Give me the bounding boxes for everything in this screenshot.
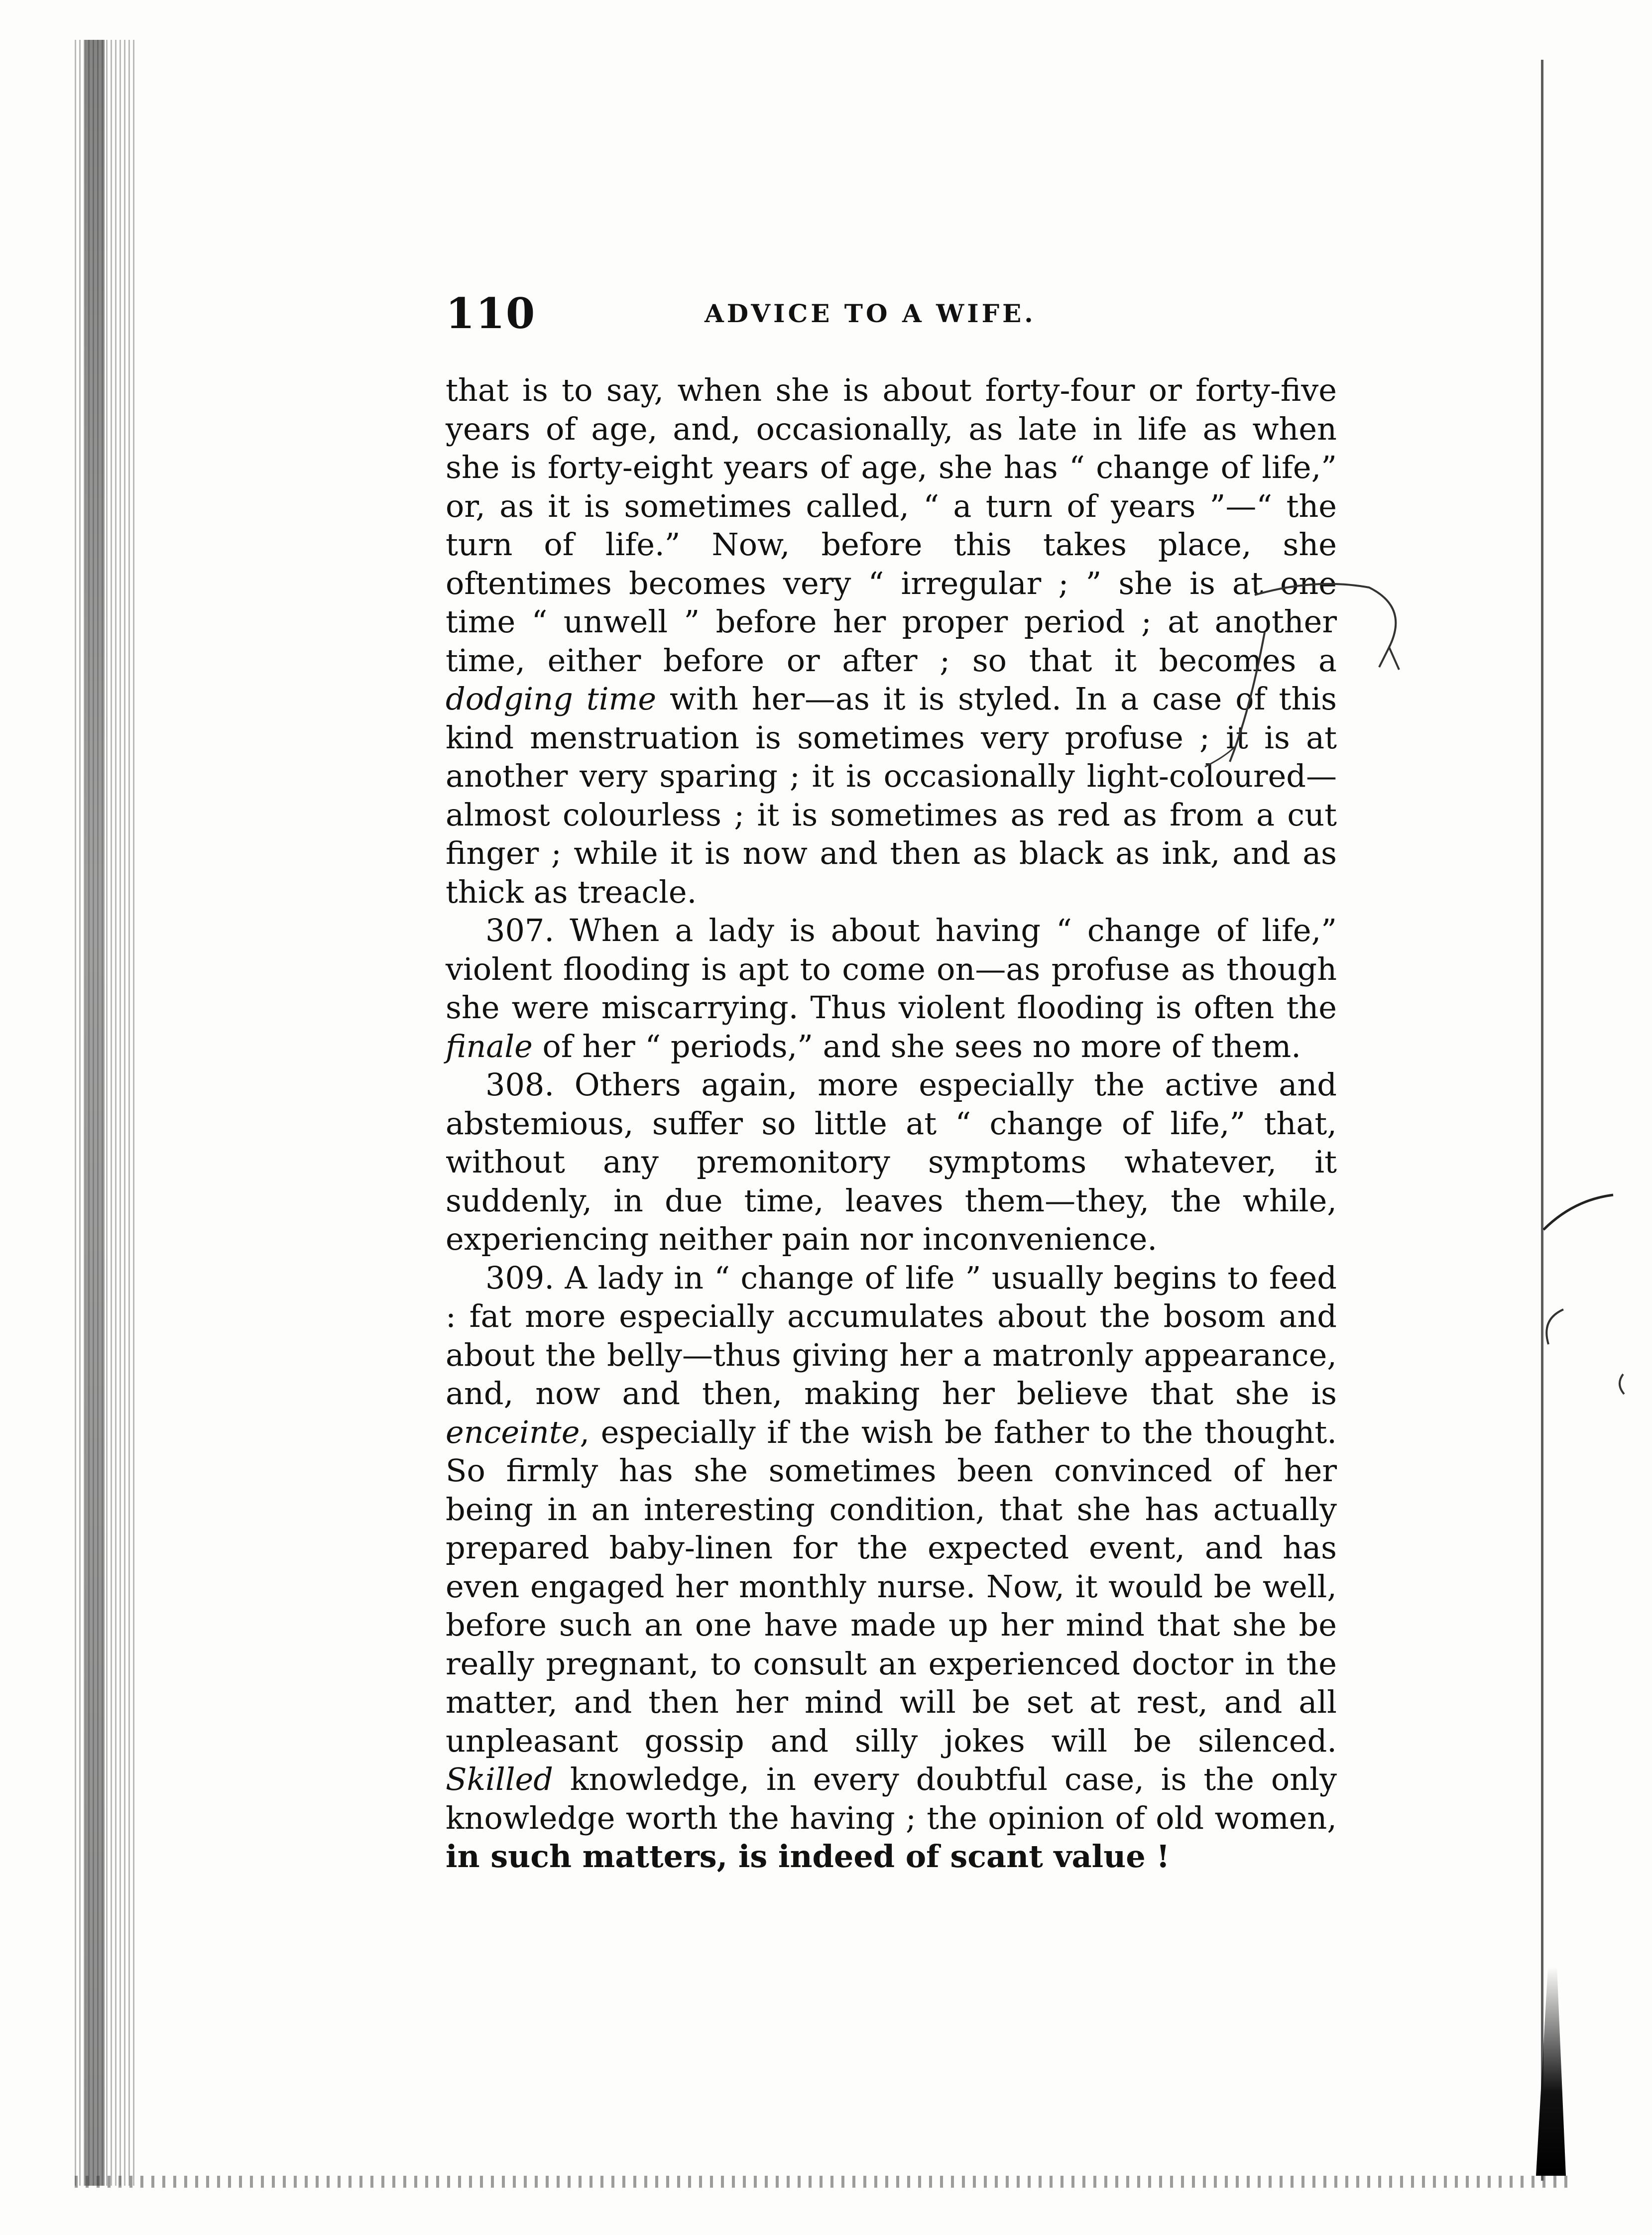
text-run: 307. When a lady is about having “ change of life,” violent flooding is apt to come on—as profuse as though she were miscarrying. Thus violent flooding is often the: [446, 912, 1337, 1026]
margin-curve-mark: [1543, 1195, 1613, 1230]
margin-bracket-mark: [1546, 1309, 1563, 1344]
paragraph-continuation: [446, 371, 1337, 911]
italic-run: dodging time: [446, 681, 657, 717]
page-binding-edge: [75, 40, 134, 2186]
page-binding-shadow: [85, 40, 105, 2186]
text-run: 308. Others again, more especially the active and abstemious, suffer so little at “ change of life,” that, without any premonitory symptoms whatever, it suddenly, in due time, leaves them—they, the while, experiencing neither pain nor inconvenience.: [446, 1066, 1337, 1257]
page-header: [446, 289, 1337, 349]
running-head: ADVICE TO A WIFE.: [705, 299, 1036, 328]
text-run: knowledge, in every doubtful case, is the only knowledge worth the having ; the opinion of old women,: [446, 1761, 1337, 1836]
text-run: 309. A lady in “ change of life ” usually begins to feed : fat more especially accumulates about the bosom and about the belly—thus giving her a matronly appearance, and, now and then, making her believe that she is: [446, 1259, 1337, 1412]
text-run: of her “ periods,” and she sees no more of them.: [532, 1028, 1301, 1064]
adjacent-page-edge: [1541, 60, 1543, 2181]
margin-tick-mark: [1620, 1374, 1624, 1394]
adjacent-page-shadow: [1536, 1967, 1566, 2176]
pencil-caret-mark: [1379, 647, 1399, 670]
paragraph-309: [446, 1259, 1337, 1876]
page-bottom-edge: [75, 2176, 1568, 2188]
italic-run: finale: [446, 1028, 533, 1064]
text-run: , especially if the wish be father to the thought. So firmly has she sometimes been convinced of her being in an interesting condition, that she has actually prepared baby-linen for the expected event, and has even engaged her monthly nurse. Now, it would be well, before such an one have made up her mind that she be really pregnant, to consult an experienced doctor in the matter, and then her mind will be set at rest, and all unpleasant gossip and silly jokes will be silenced.: [446, 1413, 1337, 1759]
paragraph-308: [446, 1065, 1337, 1259]
bold-run: in such matters, is indeed of scant value !: [446, 1838, 1170, 1875]
page-number: 110: [446, 289, 536, 338]
italic-run: Skilled: [446, 1761, 553, 1797]
paragraph-307: [446, 911, 1337, 1065]
body-text: [446, 371, 1337, 1876]
text-run: that is to say, when she is about forty-four or forty-five years of age, and, occasionally, as late in life as when she is forty-eight years of age, she has “ change of life,” or, as it is sometimes called, “ a turn of years ”—“ the turn of life.” Now, before this takes place, she oftentimes becomes very “ irregular ; ” she is at one time “ unwell ” before her proper period ; at another time, either before or after ; so that it becomes a: [446, 372, 1337, 679]
italic-run: enceinte: [446, 1413, 580, 1450]
text-run: with her—as it is styled. In a case of this kind menstruation is sometimes very profuse ; it is at another very sparing ; it is occasionally light-coloured—almost colourless ; it is sometimes as red as from a cut finger ; while it is now and then as black as ink, and as thick as treacle.: [446, 681, 1337, 910]
